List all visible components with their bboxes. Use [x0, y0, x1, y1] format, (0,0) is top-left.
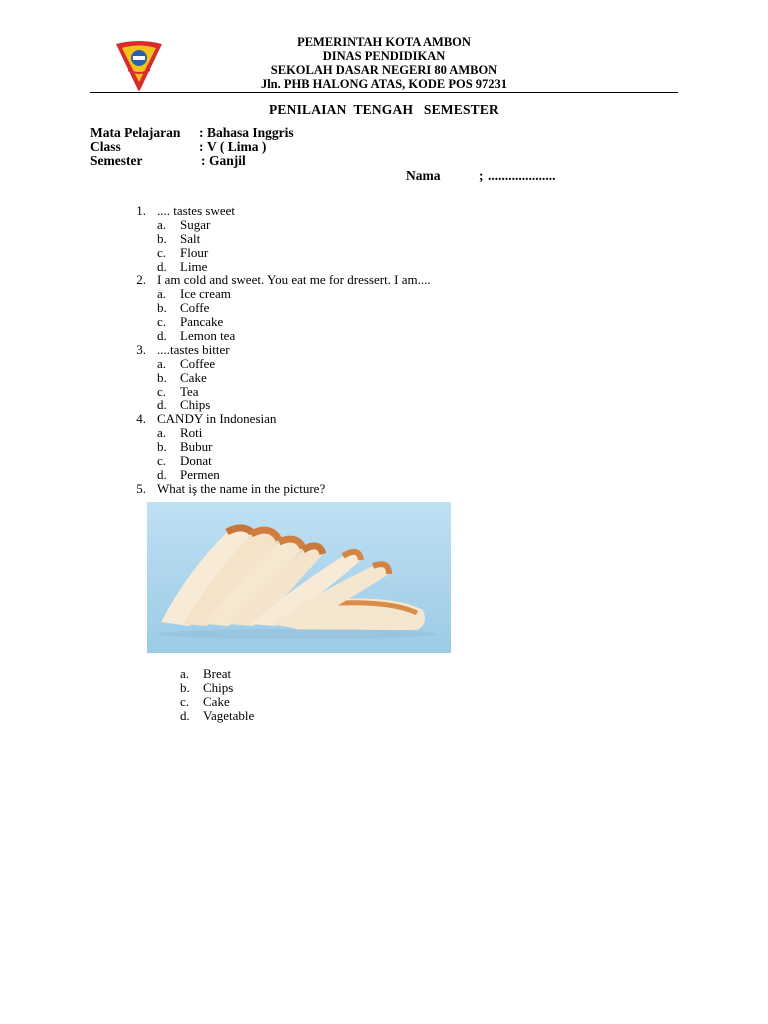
question-number: 2. — [136, 272, 146, 288]
option-text: Cake — [180, 369, 207, 385]
question-text: CANDY in Indonesian — [157, 411, 277, 427]
option-text: Ice cream — [180, 286, 231, 302]
option-letter: a. — [157, 286, 167, 302]
meta-value: Ganjil — [209, 153, 246, 168]
header-line-school: SEKOLAH DASAR NEGERI 80 AMBON — [270, 63, 498, 77]
option-text: Sugar — [180, 216, 211, 232]
option-letter: b. — [157, 369, 167, 385]
option-text: Permen — [180, 466, 220, 482]
bread-picture — [147, 502, 451, 653]
option-letter: d. — [157, 466, 167, 482]
question-text: .... tastes sweet — [157, 203, 235, 218]
option-text: Bubur — [180, 439, 213, 455]
question-number: 4. — [136, 411, 146, 427]
meta-label: Mata Pelajaran — [90, 125, 181, 140]
option-letter: a. — [157, 425, 167, 441]
option-text: Roti — [180, 425, 203, 441]
meta-label: Class — [90, 139, 121, 154]
option-letter: c. — [157, 453, 167, 469]
option-letter: b. — [157, 439, 167, 455]
meta-label: Semester — [90, 153, 143, 168]
school-letterhead — [200, 35, 568, 91]
option-letter: d. — [157, 397, 167, 413]
option-text: Salt — [180, 230, 201, 246]
question-number: 5. — [136, 480, 146, 496]
name-separator: ; — [479, 168, 484, 183]
option-text: Vagetable — [203, 707, 255, 723]
option-letter: a. — [180, 666, 190, 681]
meta-colon: : — [201, 153, 206, 168]
option-letter: c. — [157, 244, 167, 260]
city-emblem-icon — [114, 40, 164, 92]
header-line-government: PEMERINTAH KOTA AMBON — [297, 35, 471, 49]
option-letter: a. — [157, 216, 167, 232]
option-text: Chips — [203, 679, 234, 695]
meta-colon: : — [199, 139, 204, 154]
option-text: Breat — [203, 666, 232, 681]
question-text: I am cold and sweet. You eat me for dressert. I am.... — [157, 272, 431, 288]
option-text: Donat — [180, 453, 212, 469]
name-label: Nama — [406, 168, 441, 183]
option-letter: d. — [180, 707, 190, 723]
option-text: Cake — [203, 693, 230, 709]
meta-colon: : — [199, 125, 204, 140]
meta-value: Bahasa Inggris — [207, 125, 294, 140]
option-letter: a. — [157, 355, 167, 371]
student-name-line — [406, 168, 556, 184]
header-line-department: DINAS PENDIDIKAN — [322, 49, 446, 63]
option-letter: c. — [157, 383, 167, 399]
option-letter: b. — [180, 679, 190, 695]
meta-value: V ( Lima ) — [207, 139, 267, 154]
option-text: Pancake — [180, 314, 224, 330]
option-letter: b. — [157, 230, 167, 246]
option-text: Flour — [180, 244, 209, 260]
question-text: ....tastes bitter — [157, 341, 230, 357]
question-text: What iş the name in the picture? — [157, 480, 326, 496]
option-letter: c. — [180, 693, 190, 709]
option-text: Chips — [180, 397, 211, 413]
option-letter: b. — [157, 300, 167, 316]
option-text: Coffee — [180, 355, 216, 371]
option-text: Lemon tea — [180, 328, 236, 344]
header-line-address: Jln. PHB HALONG ATAS, KODE POS 97231 — [260, 77, 508, 91]
exam-title: PENILAIAN TENGAH SEMESTER — [268, 102, 500, 117]
header-divider — [90, 92, 678, 93]
question-number: 1. — [136, 203, 146, 218]
option-letter: d. — [157, 258, 167, 274]
option-text: Tea — [180, 383, 199, 399]
question-number: 3. — [136, 341, 146, 357]
option-text: Coffe — [180, 300, 210, 316]
name-blank[interactable]: .................... — [488, 168, 556, 183]
option-letter: d. — [157, 328, 167, 344]
option-letter: c. — [157, 314, 167, 330]
option-text: Lime — [180, 258, 208, 274]
